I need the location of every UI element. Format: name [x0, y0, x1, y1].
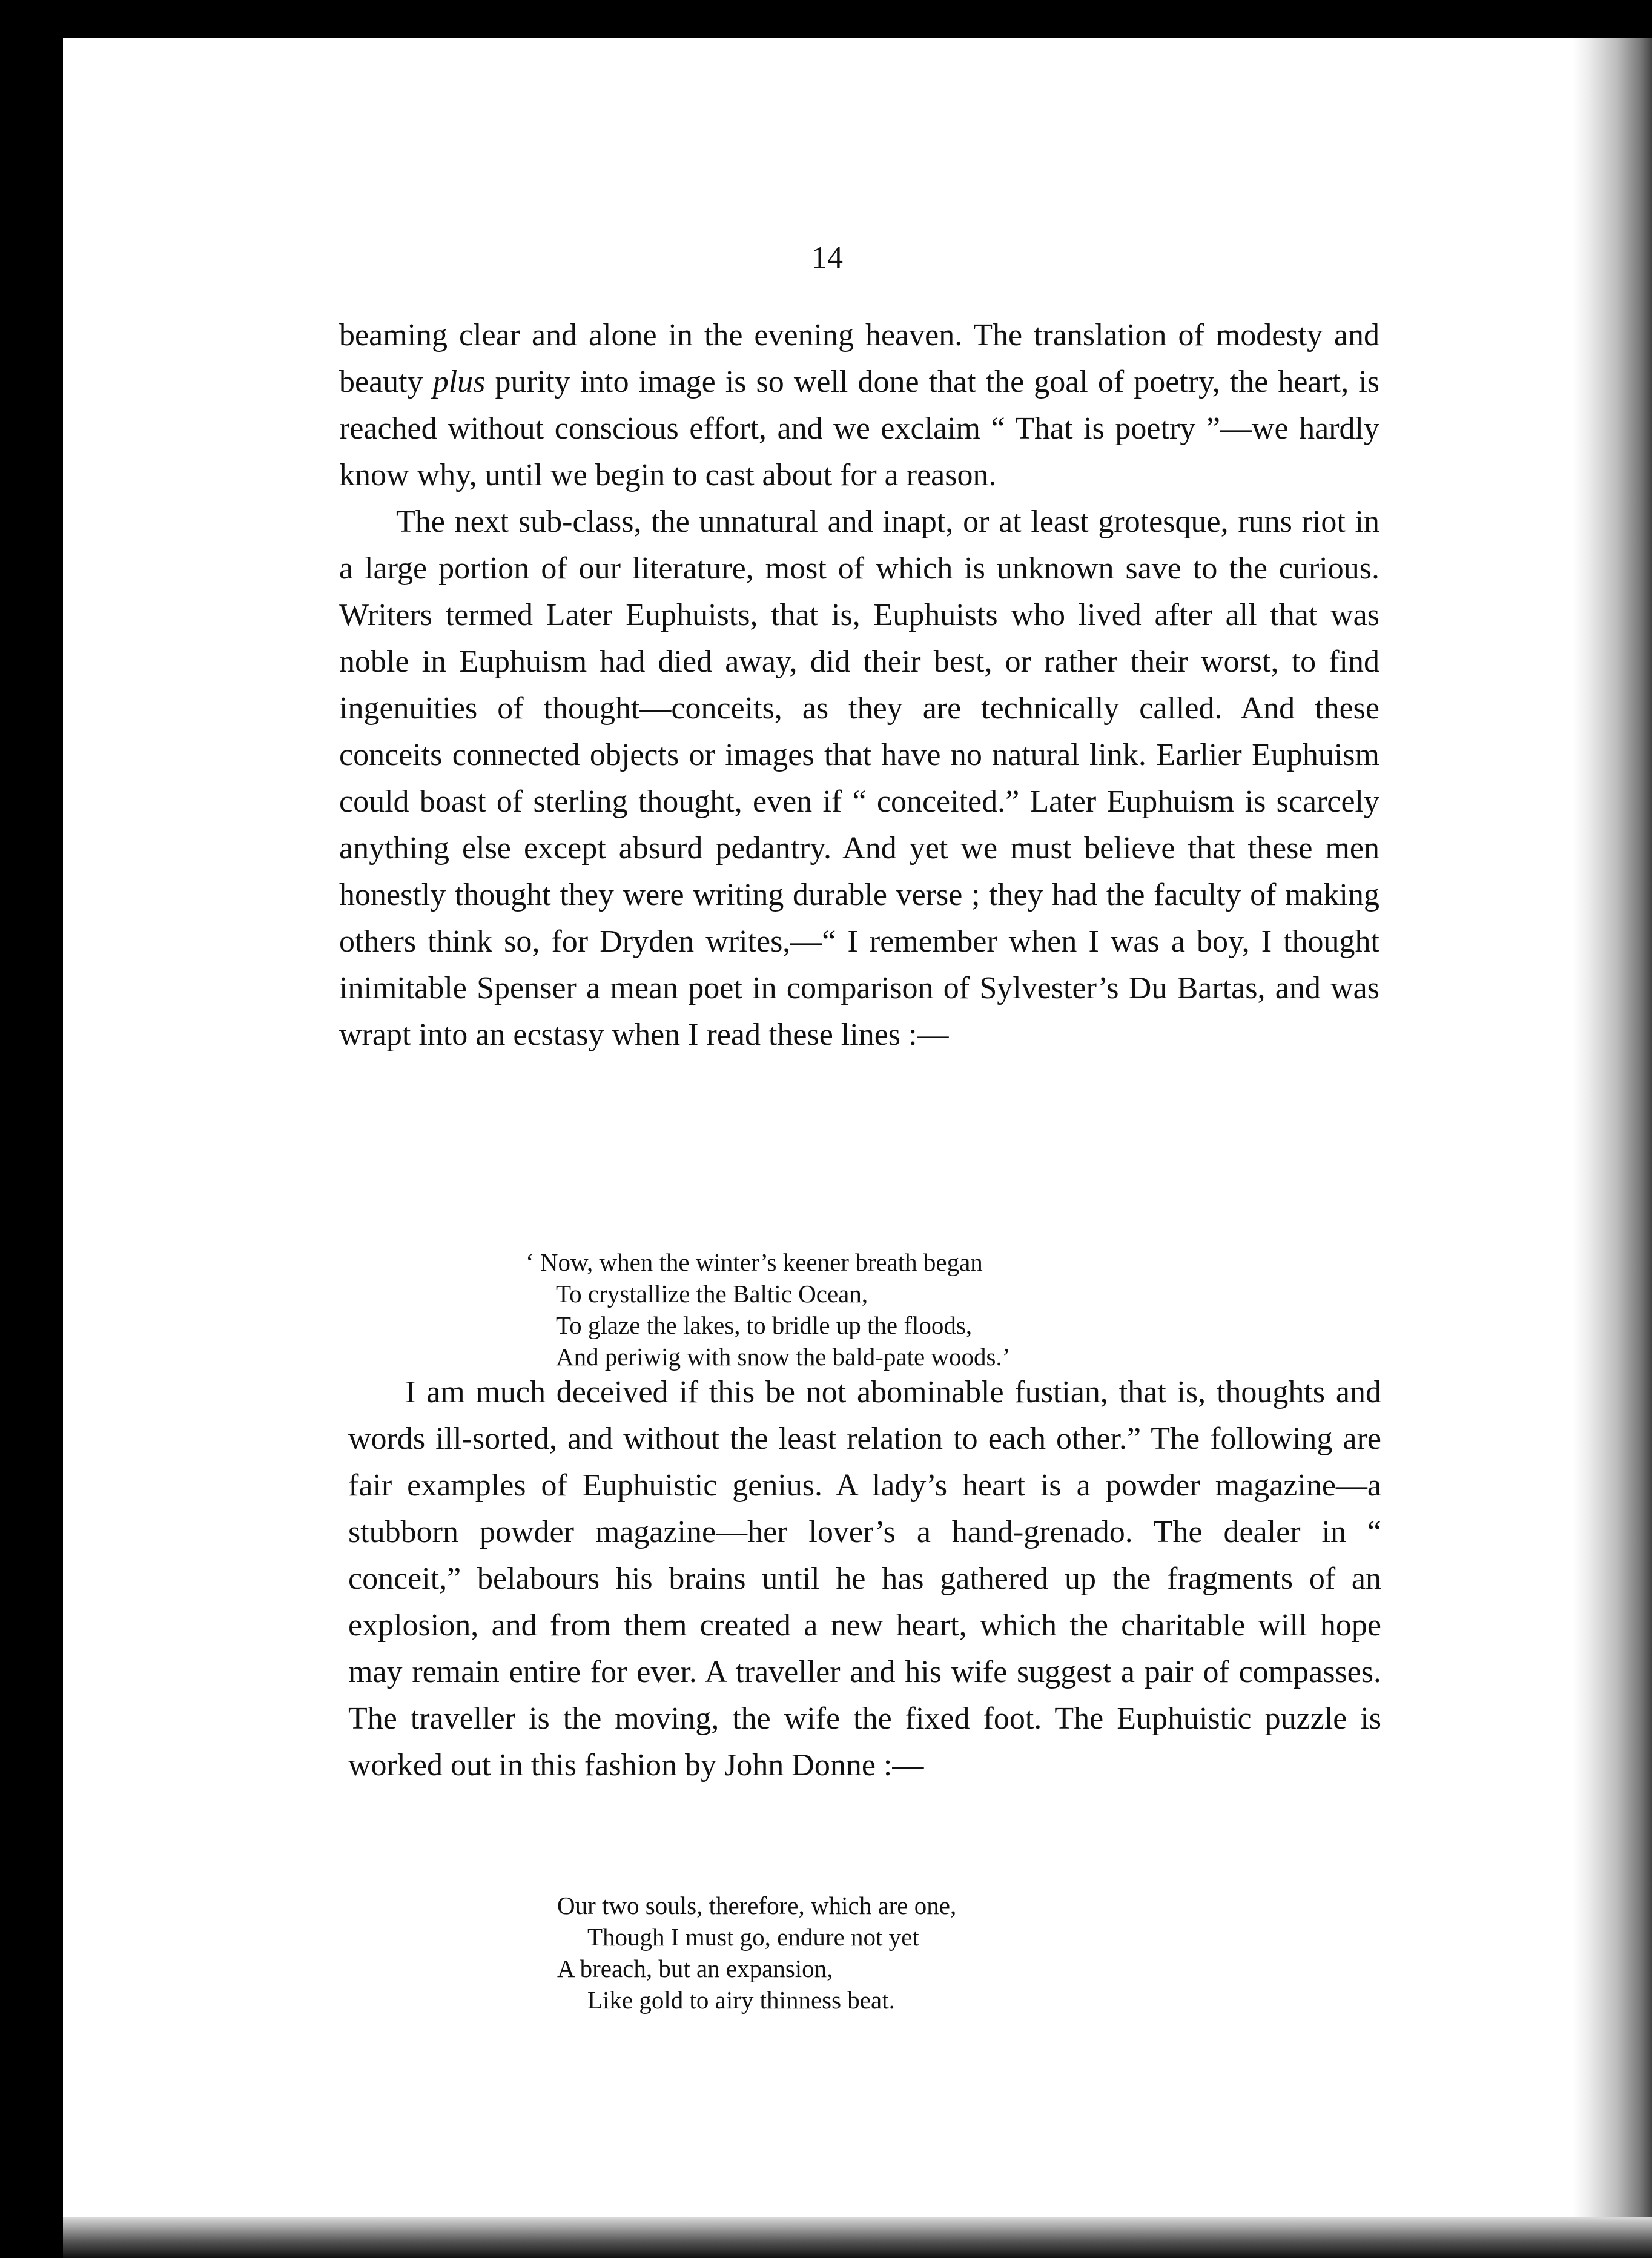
paragraph-3: I am much deceived if this be not abominable fustian, that is, thoughts and words ill-sorted, and without the least relation to each other.” The following are fair examples of Euphuistic genius. A lady’s heart is a powder magazine—a stubborn powder magazine—her lover’s a hand-grenado. The dealer in “ conceit,” belabours his brains until he has gathered up the fragments of an explosion, and from them created a new heart, which the charitable will hope may remain entire for ever. A traveller and his wife suggest a pair of compasses. The traveller is the moving, the wife the fixed foot. The Euphuistic puzzle is worked out in this fashion by John Donne :— [348, 1375, 1381, 1783]
paragraph-1-text-a: beaming clear and alone in the evening heaven. The translation of modesty and beauty [339, 318, 1379, 399]
page-edge-shadow [1573, 38, 1652, 2230]
verse-2-line-2: Though I must go, endure not yet [587, 1923, 919, 1951]
verse-1-line-4: And periwig with snow the bald-pate woods.’ [556, 1343, 1011, 1371]
verse-1-line-3: To glaze the lakes, to bridle up the floods, [556, 1311, 973, 1339]
verse-1-line-1: ‘ Now, when the winter’s keener breath began [526, 1248, 983, 1276]
text-block-upper [339, 312, 1379, 1058]
paragraph-1-emphasis: plus [432, 365, 486, 399]
paragraph-2: The next sub-class, the unnatural and inapt, or at least grotesque, runs riot in a large portion of our literature, most of which is unknown save to the curious. Writers termed Later Euphuists, that is, Euphuists who lived after all that was noble in Euphuism had died away, did their best, or rather their worst, to find ingenuities of thought—conceits, as they are technically called. And these conceits connected objects or images that have no natural link. Earlier Euphuism could boast of sterling thought, even if “ conceited.” Later Euphuism is scarcely anything else except absurd pedantry. And yet we must believe that these men honestly thought they were writing durable verse ; they had the faculty of making others think so, for Dryden writes,—“ I remember when I was a boy, I thought inimitable Spenser a mean poet in comparison of Sylvester’s Du Bartas, and was wrapt into an ecstasy when I read these lines :— [339, 505, 1379, 1052]
verse-2-line-4: Like gold to airy thinness beat. [587, 1986, 895, 2014]
verse-2-line-1: Our two souls, therefore, which are one, [557, 1892, 957, 1919]
text-block-lower [348, 1369, 1381, 1789]
verse-quotation-1 [526, 1247, 1010, 1372]
page-number: 14 [811, 240, 843, 275]
page-bottom-shadow [63, 2217, 1652, 2258]
paragraph-1-text-b: purity into image is so well done that the goal of poetry, the heart, is reached without conscious effort, and we exclaim “ That is poetry ”—we hardly know why, until we begin to cast about for a reason. [339, 365, 1380, 492]
paragraph-1 [339, 312, 1379, 498]
verse-quotation-2 [557, 1890, 956, 2016]
verse-2-line-3: A breach, but an expansion, [557, 1955, 833, 1982]
verse-1-line-2: To crystallize the Baltic Ocean, [556, 1280, 868, 1308]
